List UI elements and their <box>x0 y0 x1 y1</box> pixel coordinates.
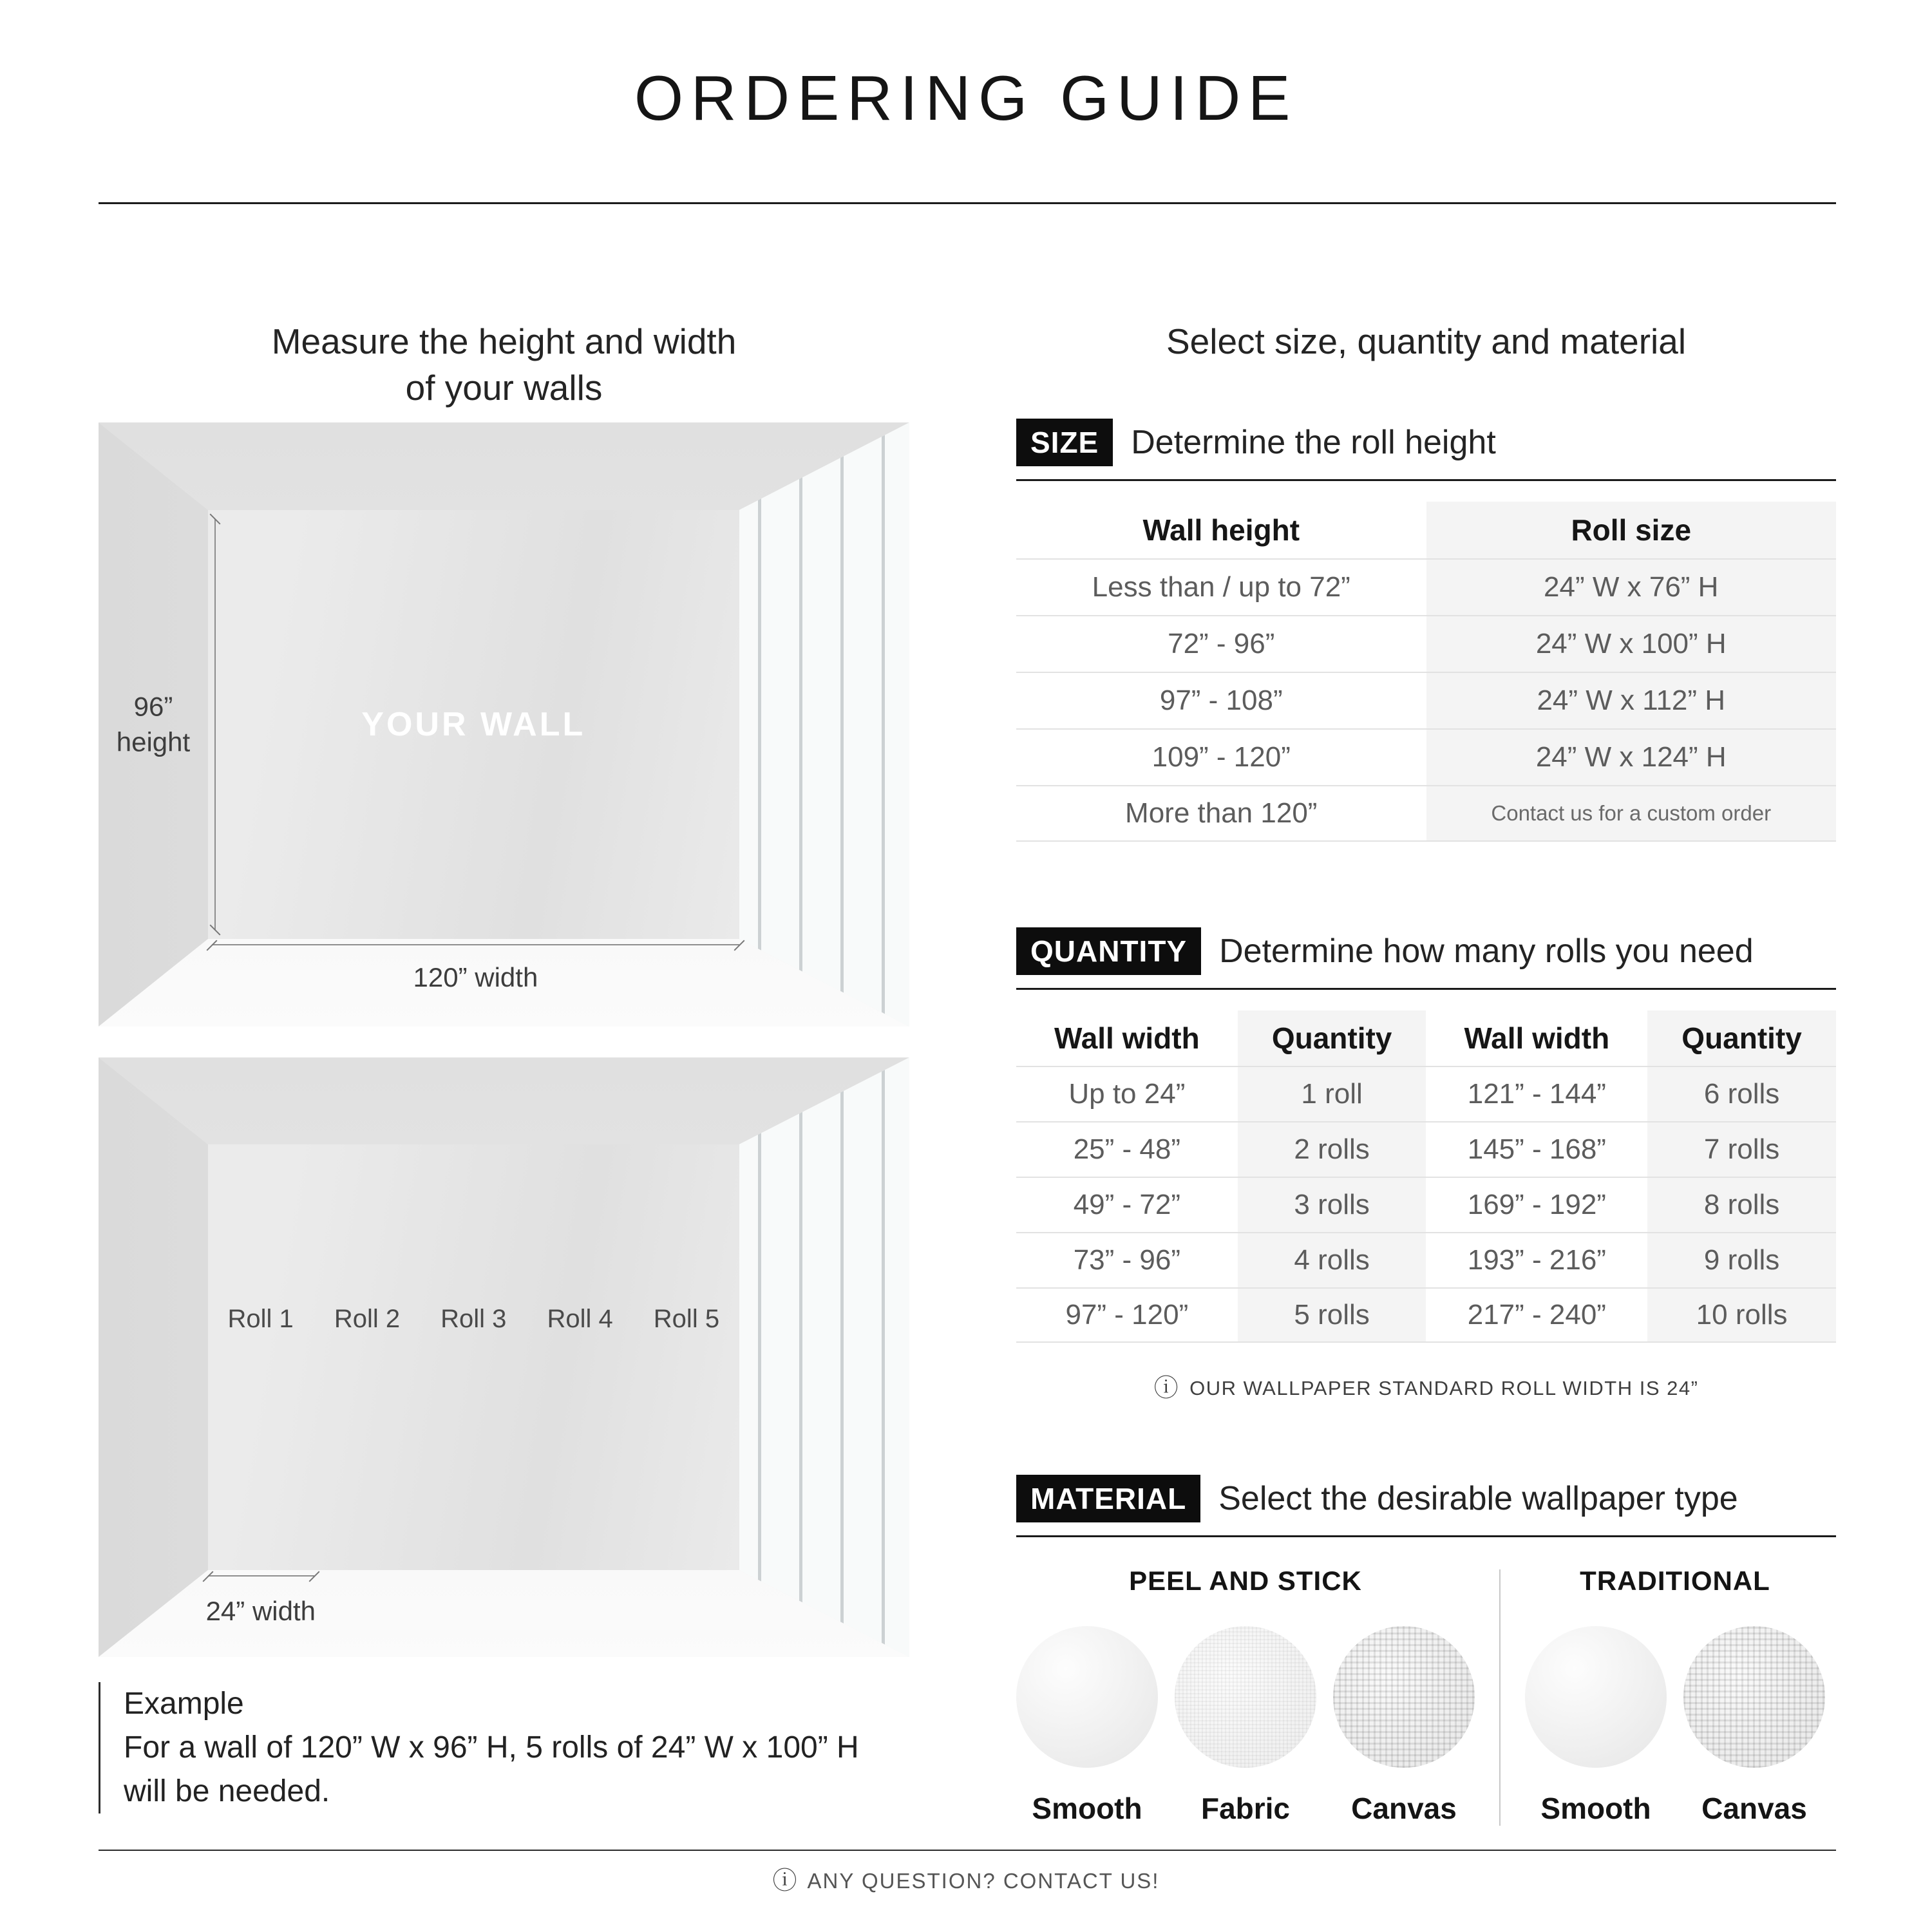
size-table-cell-contact: Contact us for a custom order <box>1426 785 1837 842</box>
roll-panel-label: Roll 5 <box>653 1305 720 1334</box>
quantity-table-cell: 9 rolls <box>1647 1232 1836 1287</box>
swatch-traditional-canvas <box>1683 1626 1825 1826</box>
quantity-table-cell: 5 rolls <box>1238 1287 1426 1343</box>
quantity-table-cell: 121” - 144” <box>1426 1066 1647 1121</box>
footer-divider <box>99 1850 1836 1851</box>
room-illustration-rolls <box>99 1057 909 1657</box>
your-wall-label: YOUR WALL <box>361 705 586 743</box>
quantity-table-cell: 4 rolls <box>1238 1232 1426 1287</box>
swatch-peel-smooth <box>1016 1626 1158 1826</box>
quantity-tag: QUANTITY <box>1016 927 1201 975</box>
material-section-header <box>1016 1475 1836 1537</box>
swatch-traditional-smooth <box>1525 1626 1667 1826</box>
example-text-line2: will be needed. <box>124 1774 330 1809</box>
left-heading-line1: Measure the height and width <box>271 321 737 361</box>
swatch-row <box>1525 1626 1825 1826</box>
material-group-peel-and-stick <box>1016 1566 1475 1826</box>
footer-contact-note <box>0 1869 1932 1893</box>
swatch-label: Fabric <box>1200 1792 1291 1825</box>
material-options <box>1016 1566 1836 1826</box>
canvas-texture-swatch <box>1683 1626 1825 1768</box>
quantity-table-cell: 145” - 168” <box>1426 1121 1647 1177</box>
size-table-header-roll-size: Roll size <box>1426 502 1837 558</box>
material-subtitle: Select the desirable wallpaper type <box>1218 1480 1738 1517</box>
quantity-table-cell: 2 rolls <box>1238 1121 1426 1177</box>
size-section <box>1016 419 1836 842</box>
material-group-divider <box>1499 1569 1501 1826</box>
right-column-heading: Select size, quantity and material <box>1166 321 1687 361</box>
quantity-section-header <box>1016 927 1836 990</box>
material-group-name: TRADITIONAL <box>1580 1566 1770 1596</box>
quantity-table-cell: 10 rolls <box>1647 1287 1836 1343</box>
info-icon: ⓘ <box>772 1868 799 1895</box>
size-table-cell: 109” - 120” <box>1016 728 1426 785</box>
size-subtitle: Determine the roll height <box>1131 424 1496 461</box>
roll-panel-label: Roll 4 <box>547 1305 613 1334</box>
quantity-table-cell: 8 rolls <box>1647 1177 1836 1232</box>
swatch-row <box>1016 1626 1475 1826</box>
quantity-table-cell: 193” - 216” <box>1426 1232 1647 1287</box>
height-measure-line <box>214 519 216 930</box>
material-tag: MATERIAL <box>1016 1475 1200 1522</box>
height-word: height <box>116 726 191 757</box>
swatch-label: Canvas <box>1701 1792 1807 1825</box>
quantity-table-cell: 7 rolls <box>1647 1121 1836 1177</box>
smooth-texture-swatch <box>1016 1626 1158 1768</box>
quantity-table <box>1016 1010 1836 1343</box>
swatch-label: Smooth <box>1032 1792 1142 1825</box>
quantity-section <box>1016 927 1836 1401</box>
size-table-cell: 24” W x 112” H <box>1426 672 1837 728</box>
size-table-header-wall-height: Wall height <box>1016 502 1426 558</box>
width-dimension-label: 120” width <box>413 961 538 992</box>
size-table-cell: Less than / up to 72” <box>1016 558 1426 615</box>
swatch-label: Canvas <box>1351 1792 1457 1825</box>
example-note <box>99 1682 859 1814</box>
roll-panel-label: Roll 3 <box>440 1305 507 1334</box>
size-table-cell: 97” - 108” <box>1016 672 1426 728</box>
room-back-wall <box>208 510 739 939</box>
size-table-cell: 72” - 96” <box>1016 615 1426 672</box>
roll-panel-label: Roll 1 <box>227 1305 294 1334</box>
size-table-cell: More than 120” <box>1016 785 1426 842</box>
info-icon: ⓘ <box>1153 1375 1180 1402</box>
size-section-header <box>1016 419 1836 481</box>
example-text-line1: For a wall of 120” W x 96” H, 5 rolls of 24” W x 100” H <box>124 1730 859 1765</box>
swatch-peel-fabric <box>1175 1626 1316 1826</box>
left-column-heading <box>99 318 909 412</box>
size-table-cell: 24” W x 76” H <box>1426 558 1837 615</box>
roll-width-note <box>1016 1376 1836 1401</box>
roll-width-measure-line <box>208 1575 314 1577</box>
canvas-texture-swatch <box>1333 1626 1475 1768</box>
room-illustration-your-wall <box>99 422 909 1027</box>
width-measure-line <box>212 944 739 945</box>
quantity-table-header: Quantity <box>1647 1010 1836 1066</box>
title-divider <box>99 202 1836 204</box>
size-tag: SIZE <box>1016 419 1113 466</box>
height-dimension-label <box>102 689 204 759</box>
height-value: 96” <box>133 691 173 722</box>
roll-width-note-text: OUR WALLPAPER STANDARD ROLL WIDTH IS 24” <box>1189 1377 1699 1399</box>
quantity-table-cell: 3 rolls <box>1238 1177 1426 1232</box>
quantity-table-cell: 49” - 72” <box>1016 1177 1238 1232</box>
material-group-traditional <box>1525 1566 1825 1826</box>
material-section <box>1016 1475 1836 1826</box>
example-title: Example <box>124 1687 244 1721</box>
quantity-table-header: Wall width <box>1054 1021 1200 1055</box>
smooth-texture-swatch <box>1525 1626 1667 1768</box>
roll-panel-label: Roll 2 <box>334 1305 401 1334</box>
quantity-table-cell: 6 rolls <box>1647 1066 1836 1121</box>
material-group-name: PEEL AND STICK <box>1129 1566 1362 1596</box>
quantity-table-cell: 97” - 120” <box>1016 1287 1238 1343</box>
swatch-label: Smooth <box>1540 1792 1651 1825</box>
room-back-wall-panels <box>208 1144 739 1570</box>
roll-width-dimension-label: 24” width <box>205 1596 316 1627</box>
page-title: ORDERING GUIDE <box>634 62 1298 133</box>
quantity-subtitle: Determine how many rolls you need <box>1219 933 1754 970</box>
size-table-cell: 24” W x 124” H <box>1426 728 1837 785</box>
size-table <box>1016 502 1836 842</box>
quantity-table-cell: 25” - 48” <box>1016 1121 1238 1177</box>
quantity-table-cell: 1 roll <box>1238 1066 1426 1121</box>
footer-contact-text: ANY QUESTION? CONTACT US! <box>807 1869 1160 1893</box>
quantity-table-cell: 169” - 192” <box>1426 1177 1647 1232</box>
left-heading-line2: of your walls <box>405 368 603 408</box>
quantity-table-cell: 73” - 96” <box>1016 1232 1238 1287</box>
quantity-table-cell: 217” - 240” <box>1426 1287 1647 1343</box>
quantity-table-header: Quantity <box>1238 1010 1426 1066</box>
quantity-table-header: Wall width <box>1464 1021 1610 1055</box>
fabric-texture-swatch <box>1175 1626 1316 1768</box>
quantity-table-cell: Up to 24” <box>1016 1066 1238 1121</box>
swatch-peel-canvas <box>1333 1626 1475 1826</box>
size-table-cell: 24” W x 100” H <box>1426 615 1837 672</box>
